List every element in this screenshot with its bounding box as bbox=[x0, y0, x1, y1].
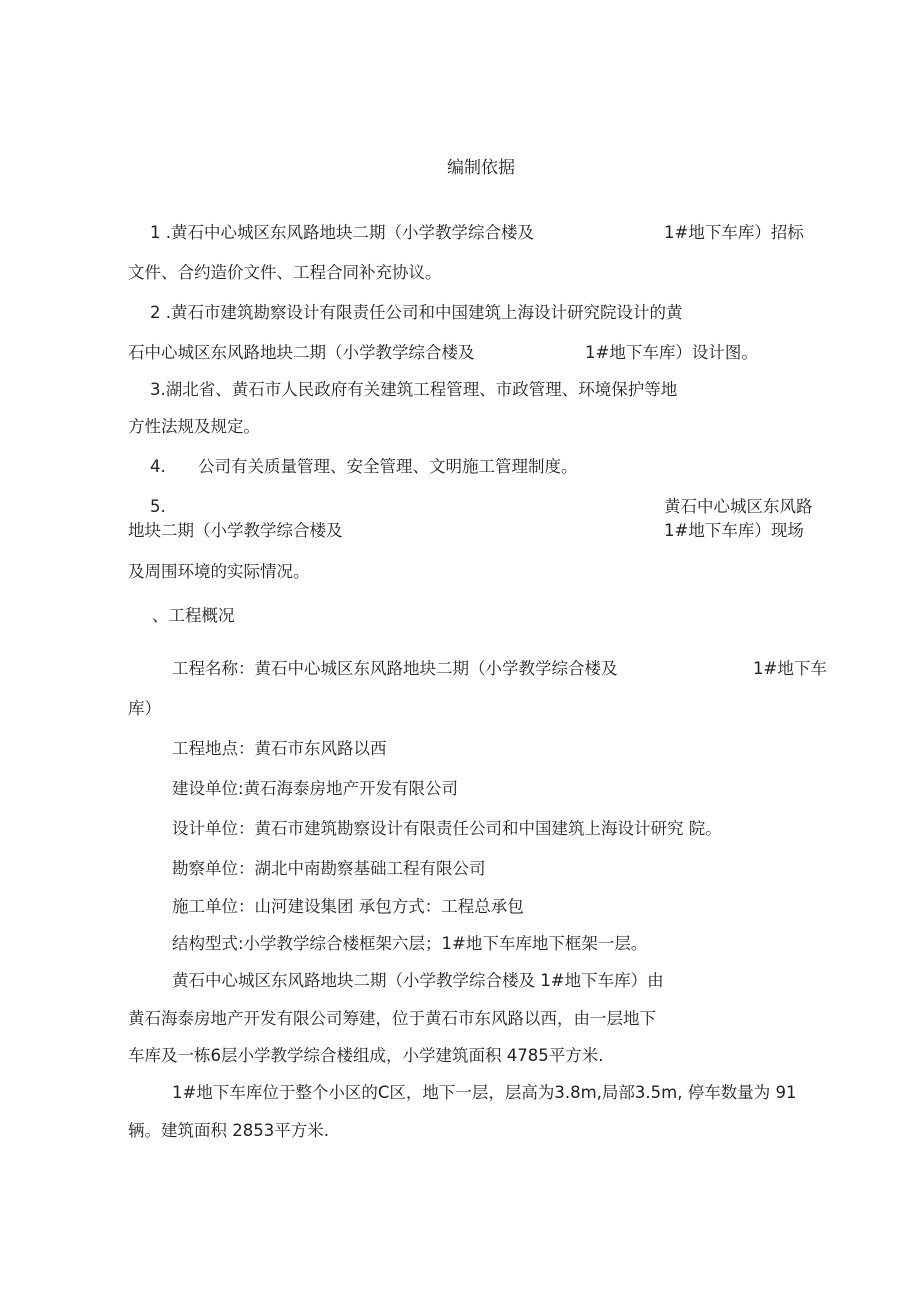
overview-location: 工程地点：黄石市东风路以西 bbox=[172, 739, 387, 758]
overview-designer: 设计单位：黄石市建筑勘察设计有限责任公司和中国建筑上海设计研究 院。 bbox=[172, 819, 722, 838]
overview-name-part1: 工程名称：黄石中心城区东风路地块二期（小学教学综合楼及 bbox=[172, 659, 618, 678]
overview-para2-line1: 1#地下车库位于整个小区的C区，地下一层，层高为3.8m,局部3.5m, 停车数量为 91 bbox=[172, 1083, 797, 1102]
overview-name-line2: 库） bbox=[128, 699, 161, 718]
heading-overview: 、工程概况 bbox=[152, 606, 235, 625]
basis-item5-left2: 地块二期（小学教学综合楼及 bbox=[128, 521, 343, 540]
basis-item5-right2: 1#地下车库）现场 bbox=[664, 521, 804, 540]
heading-basis: 编制依据 bbox=[447, 158, 515, 178]
basis-item3-line1: 3.湖北省、黄石市人民政府有关建筑工程管理、市政管理、环境保护等地 bbox=[150, 380, 678, 399]
basis-item2-line2-part1: 石中心城区东风路地块二期（小学教学综合楼及 bbox=[128, 343, 475, 362]
overview-structure: 结构型式:小学教学综合楼框架六层；1#地下车库地下框架一层。 bbox=[172, 934, 648, 953]
basis-item5-right1: 黄石中心城区东风路 bbox=[664, 497, 813, 516]
basis-item1-line2: 文件、合约造价文件、工程合同补充协议。 bbox=[128, 263, 442, 282]
overview-para2-line2: 辆。建筑面积 2853平方米. bbox=[128, 1121, 329, 1140]
overview-builder: 建设单位:黄石海泰房地产开发有限公司 bbox=[172, 779, 459, 798]
basis-item4-number: 4. bbox=[150, 457, 166, 476]
overview-contractor: 施工单位：山河建设集团 承包方式：工程总承包 bbox=[172, 897, 524, 916]
basis-item1-part2: 1#地下车库）招标 bbox=[664, 223, 804, 242]
basis-item3-line2: 方性法规及规定。 bbox=[128, 417, 260, 436]
overview-para1-line2: 黄石海泰房地产开发有限公司筹建，位于黄石市东风路以西，由一层地下 bbox=[128, 1009, 656, 1028]
basis-item2-line1: 2 .黄石市建筑勘察设计有限责任公司和中国建筑上海设计研究院设计的黄 bbox=[150, 303, 683, 322]
basis-item2-line2-part2: 1#地下车库）设计图。 bbox=[585, 343, 758, 362]
overview-para1-line1: 黄石中心城区东风路地块二期（小学教学综合楼及 1#地下车库）由 bbox=[172, 971, 664, 990]
overview-surveyor: 勘察单位：湖北中南勘察基础工程有限公司 bbox=[172, 859, 486, 878]
basis-item4-text: 公司有关质量管理、安全管理、文明施工管理制度。 bbox=[198, 457, 578, 476]
basis-item5-number: 5. bbox=[150, 497, 166, 516]
overview-para1-line3: 车库及一栋6层小学教学综合楼组成，小学建筑面积 4785平方米. bbox=[128, 1046, 604, 1065]
basis-item1-part1: 1 .黄石中心城区东风路地块二期（小学教学综合楼及 bbox=[150, 223, 534, 242]
overview-name-part2: 1#地下车 bbox=[753, 659, 827, 678]
basis-item5-line3: 及周围环境的实际情况。 bbox=[128, 562, 310, 581]
